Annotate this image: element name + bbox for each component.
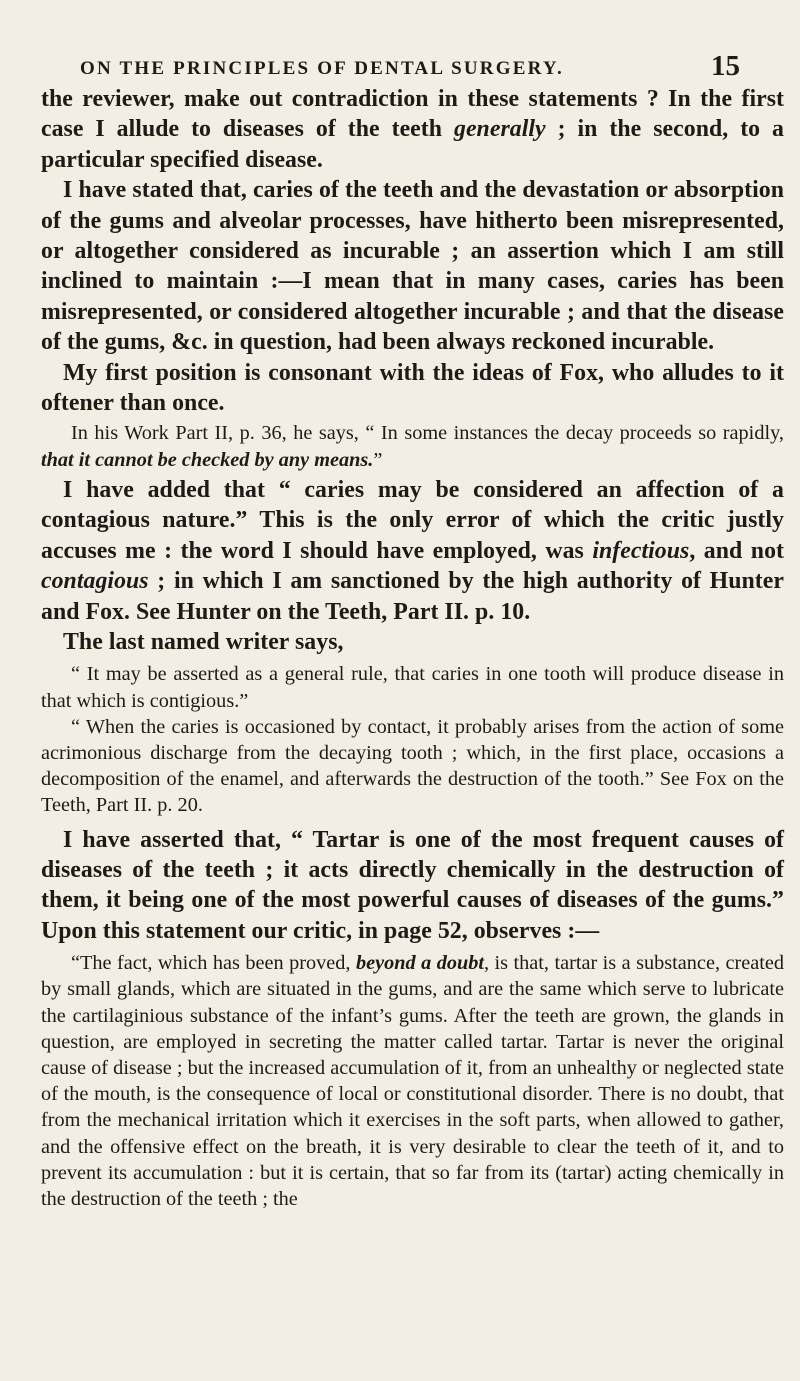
text-block-3 (41, 825, 784, 947)
paragraph-4-emphasis-a: infectious (592, 537, 690, 564)
paragraph-1-text-a: the reviewer, make out contradiction in these statements ? In the first case I allude to diseases of the teeth (41, 86, 784, 143)
quote-3-text-a: “The fact, which has been proved, (71, 952, 356, 975)
quote-block-1 (41, 420, 784, 472)
quote-2a: “ It may be asserted as a general rule, that caries in one tooth will produce disease in that which is contigious.” (41, 663, 784, 712)
paragraph-4 (41, 475, 784, 627)
paragraph-3: My first position is consonant with the ideas of Fox, who alludes to it oftener than once. (41, 359, 784, 417)
quote-1-text-a: In his Work Part II, p. 36, he says, “ In some instances the decay proceeds so rapidly, (71, 422, 784, 445)
paragraph-1-text-b: ; in the second, to a particular specified disease. (41, 116, 785, 173)
page-body (41, 84, 784, 1212)
paragraph-4-emphasis-b: contagious (41, 568, 149, 595)
quote-block-2 (41, 661, 784, 818)
paragraph-5: The last named writer says, (63, 628, 344, 655)
text-block-1 (41, 84, 784, 418)
quote-3-emphasis: beyond a doubt (355, 952, 485, 975)
paragraph-4-text-c: ; in which I am sanctioned by the high authority of Hunter and Fox. See Hunter on the Teeth, Part II. p. 10. (41, 568, 784, 625)
quote-1 (41, 420, 784, 472)
quote-3 (41, 950, 784, 1212)
paragraph-4-text-b: , and not (689, 537, 784, 564)
paragraph-2: I have stated that, caries of the teeth and the devastation or absorption of the gums and alveolar processes, have hitherto been misrepresented, or altogether considered as incurable ; an assertion which I am still inclined to maintain :—I mean that in many cases, caries has been misrepresented, or considered altogether incurable ; and that the disease of the gums, &c. in question, had been always reckoned incurable. (41, 177, 784, 356)
running-head: ON THE PRINCIPLES OF DENTAL SURGERY. (80, 58, 564, 79)
quote-block-3 (41, 950, 784, 1212)
quote-2b: “ When the caries is occasioned by contact, it probably arises from the action of some acrimonious discharge from the decaying tooth ; which, in the first place, occasions a decomposition of the enamel, and afterwards the destruction of the tooth.” See Fox on the Teeth, Part II. p. 20. (41, 715, 784, 817)
quote-1-text-b: ” (373, 448, 383, 471)
quote-3-text-b: , is that, tartar is a substance, created by small glands, which are situated in the gums, and are the same which serve to lubricate the cartilaginious substance of the infant’s gums. After the teeth are grown, the glands in question, are employed in secreting the matter called tartar. Tartar is never the original cause of disease ; but the increased accumulation of it, from an unhealthy or neglected state of the mouth, is the consequence of local or constitutional disorder. There is no doubt, that from the mechanical irritation which it exercises in the soft parts, when allowed to gather, and the offensive effect on the breath, it is very desirable to clear the teeth of it, and to prevent its accumulation : but it is certain, that so far from its (tartar) acting chemically in the destruction of the teeth ; the (41, 952, 784, 1210)
paragraph-1 (41, 84, 784, 175)
paragraph-4-text-a: I have added that “ caries may be considered an affection of a contagious nature.” This is the only error of which the critic justly accuses me : the word I should have employed, was (41, 476, 784, 564)
quote-1-emphasis: that it cannot be checked by any means. (41, 448, 374, 471)
paragraph-1-emphasis: generally (454, 116, 546, 143)
text-block-2 (41, 475, 784, 657)
page-number: 15 (711, 50, 740, 82)
page-header (80, 44, 780, 84)
paragraph-6: I have asserted that, “ Tartar is one of the most frequent causes of diseases of the teeth ; it acts directly chemically in the destruction of them, it being one of the most powerful causes of diseases of the gums.” Upon this statement our critic, in page 52, observes :— (41, 826, 784, 944)
